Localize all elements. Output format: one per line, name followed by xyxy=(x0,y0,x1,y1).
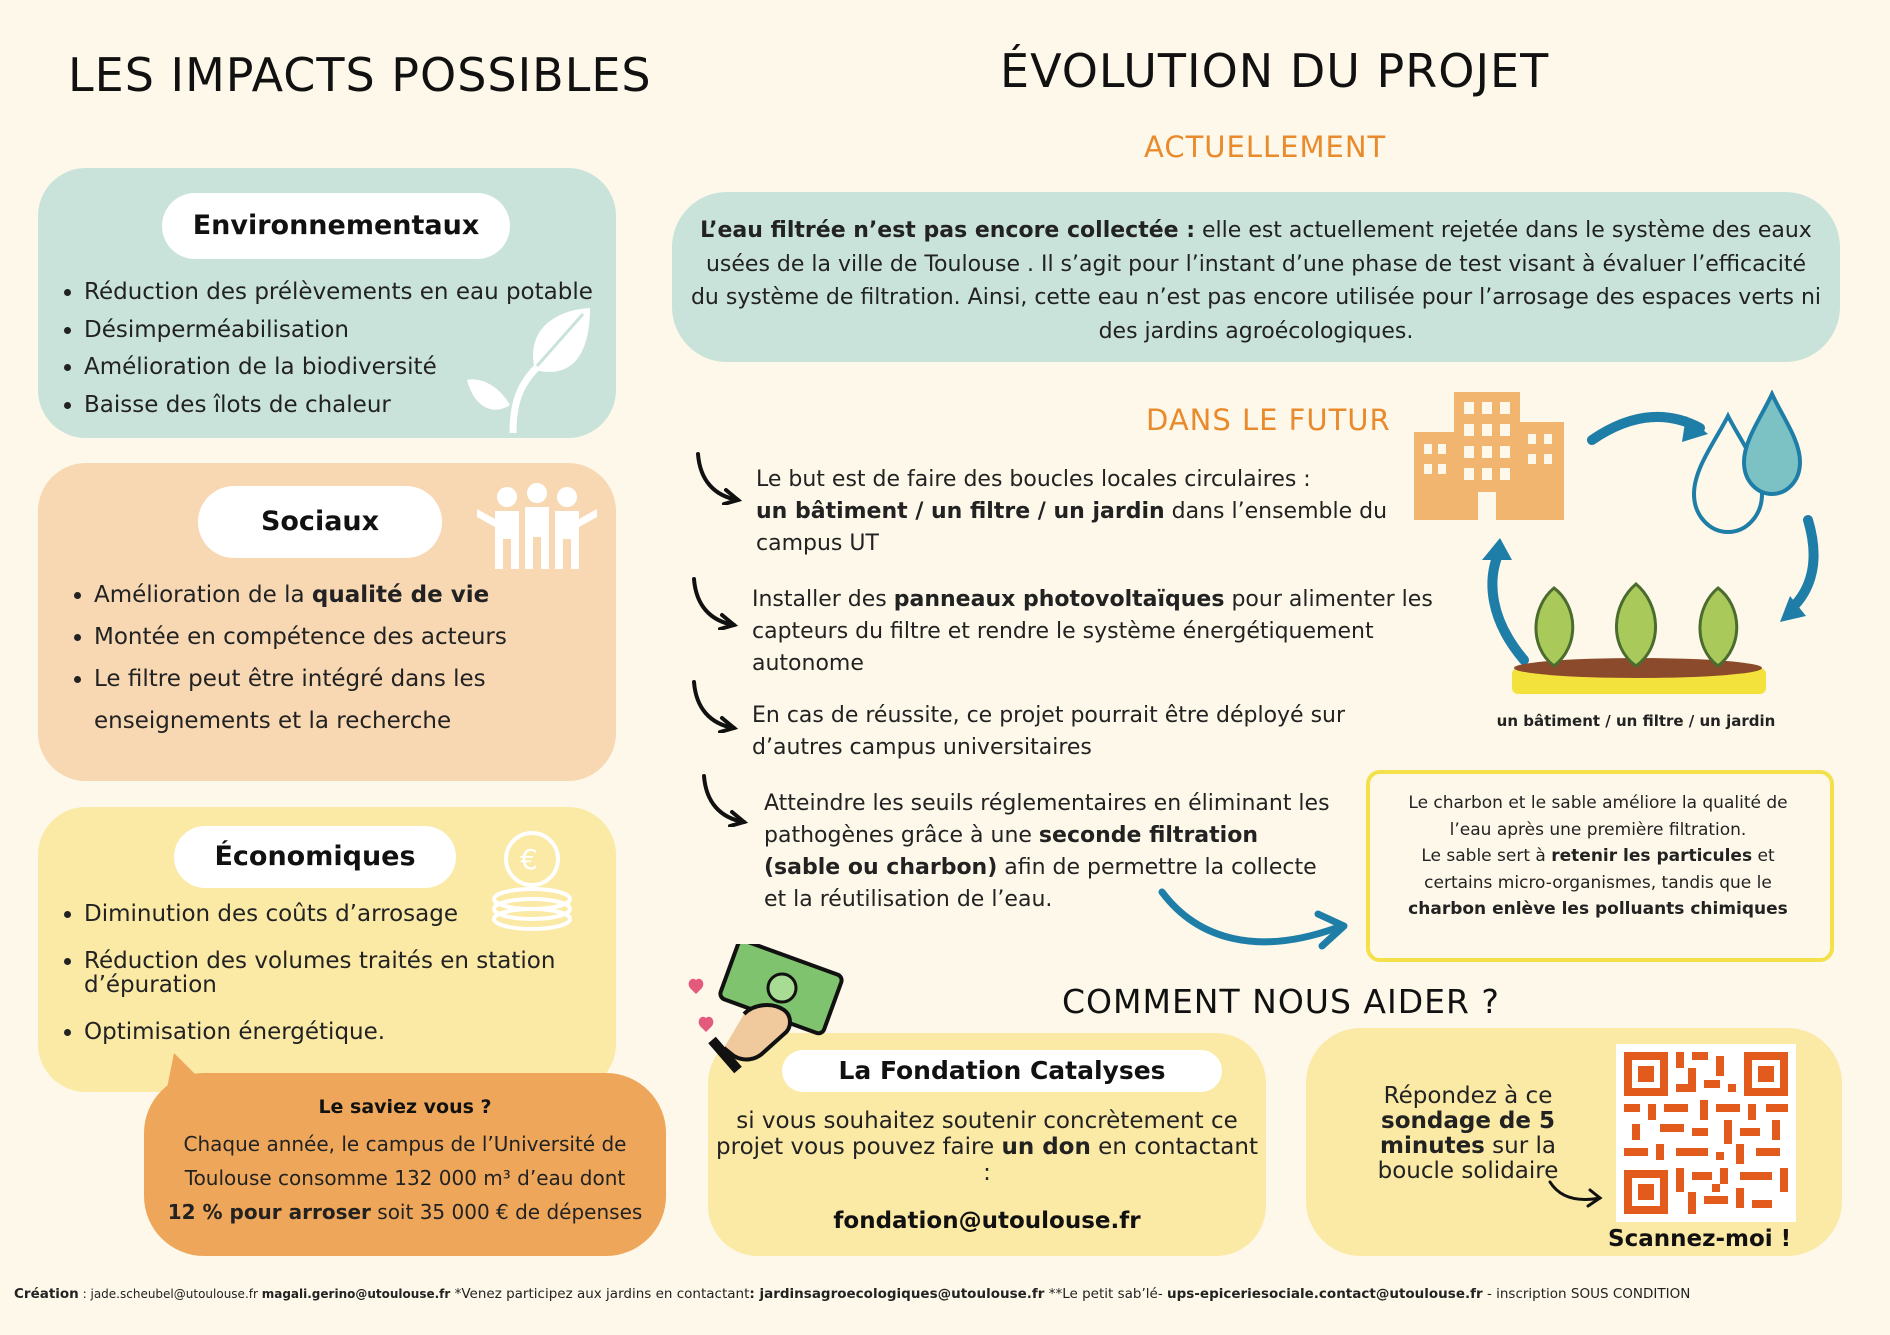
footer-jardins[interactable]: : jardinsagroecologiques@utoulouse.fr xyxy=(749,1286,1045,1302)
fact-line2: Toulouse consomme 132 000 m³ d’eau dont xyxy=(184,1166,626,1190)
blue-arrow-icon xyxy=(1158,880,1358,960)
arrow-icon xyxy=(690,678,740,733)
future-title: DANS LE FUTUR xyxy=(1146,403,1391,437)
soc-list xyxy=(50,574,614,742)
fondation-email[interactable]: fondation@utoulouse.fr xyxy=(833,1208,1141,1234)
env-pill: Environnementaux xyxy=(162,193,510,259)
garden-icon xyxy=(1508,576,1768,696)
list-item: • Réduction des prélèvements en eau potable xyxy=(84,274,664,312)
people-icon xyxy=(477,483,597,573)
footer-creation-label: Création xyxy=(14,1286,79,1302)
arrow-icon xyxy=(700,772,750,827)
list-item: • Amélioration de la qualité de vie xyxy=(94,574,614,616)
donation-hand-icon xyxy=(684,944,854,1084)
right-title: ÉVOLUTION DU PROJET xyxy=(1000,44,1550,98)
footer-magali[interactable]: magali.gerino@utoulouse.fr xyxy=(261,1287,451,1301)
list-item: • Amélioration de la biodiversité xyxy=(84,349,664,387)
fact-line3: 12 % pour arroser soit 35 000 € de dépenses xyxy=(167,1200,643,1224)
list-item: • Baisse des îlots de chaleur xyxy=(84,387,664,425)
list-item: • Montée en compétence des acteurs xyxy=(94,616,614,658)
future-p4: Atteindre les seuils réglementaires en éliminant les pathogènes grâce à une seconde filtration (sable ou charbon) afin de permettre la collecte et la réutilisation de l’eau. xyxy=(764,791,1330,912)
list-item: • Le filtre peut être intégré dans les enseignements et la recherche xyxy=(94,658,614,742)
survey-text: Répondez à ce sondage de 5 minutes sur la boucle solidaire xyxy=(1377,1083,1559,1184)
fondation-pill: La Fondation Catalyses xyxy=(782,1050,1222,1092)
leaf-icon xyxy=(465,300,595,435)
cycle-caption: un bâtiment / un filtre / un jardin xyxy=(1496,712,1776,730)
future-p1: Le but est de faire des boucles locales circulaires : un bâtiment / un filtre / un jardin dans l’ensemble du campus UT xyxy=(756,467,1388,556)
note-text: Le charbon et le sable améliore la qualité de l’eau après une première filtration. Le sable sert à retenir les particules et certains micro-organismes, tandis que le charbon enlève les polluants chimiques xyxy=(1408,793,1788,919)
fact-title: Le saviez vous ? xyxy=(318,1096,492,1118)
fact-line1: Chaque année, le campus de l’Université de xyxy=(183,1132,627,1156)
future-p3: En cas de réussite, ce projet pourrait être déployé sur d’autres campus universitaires xyxy=(752,703,1346,760)
list-item: • Diminution des coûts d’arrosage xyxy=(84,902,624,926)
donation-text: si vous souhaitez soutenir concrètement ce projet vous pouvez faire un don en contactant : xyxy=(716,1108,1258,1186)
now-title: ACTUELLEMENT xyxy=(1144,130,1387,164)
list-item: • Désimperméabilisation xyxy=(84,312,664,350)
help-title: COMMENT NOUS AIDER ? xyxy=(1062,982,1500,1021)
footer: Création : jade.scheubel@utoulouse.fr magali.gerino@utoulouse.fr *Venez participez aux jardins en contactant: jardinsagroecologiques@utoulouse.fr **Le petit sab’lé- ups-epiceriesociale.contact@utoulouse.fr - inscription SOUS CONDITION xyxy=(14,1286,1691,1302)
svg-text:€: € xyxy=(520,843,538,876)
qr-code[interactable] xyxy=(1616,1044,1796,1222)
soc-pill: Sociaux xyxy=(198,486,442,558)
eco-pill: Économiques xyxy=(174,826,456,888)
scan-label: Scannez-moi ! xyxy=(1608,1226,1792,1252)
arrow-icon xyxy=(690,575,740,630)
footer-ups[interactable]: ups-epiceriesociale.contact@utoulouse.fr xyxy=(1167,1286,1483,1302)
arrow-icon xyxy=(694,450,744,505)
left-title: LES IMPACTS POSSIBLES xyxy=(68,48,652,102)
small-arrow-icon xyxy=(1546,1176,1606,1210)
eco-list xyxy=(40,902,624,1044)
future-p2: Installer des panneaux photovoltaïques pour alimenter les capteurs du filtre et rendre le système énergétiquement autonome xyxy=(752,587,1433,676)
list-item: • Réduction des volumes traités en station d’épuration xyxy=(84,949,624,997)
now-text: L’eau filtrée n’est pas encore collectée : elle est actuellement rejetée dans le système des eaux usées de la ville de Toulouse . Il s’agit pour l’instant d’une phase de test visant à évaluer l’efficacité du système de filtration. Ainsi, cette eau n’est pas encore utilisée pour l’arrosage des espaces verts ni des jardins agroécologiques. xyxy=(690,218,1822,344)
list-item: • Optimisation énergétique. xyxy=(84,1020,624,1044)
